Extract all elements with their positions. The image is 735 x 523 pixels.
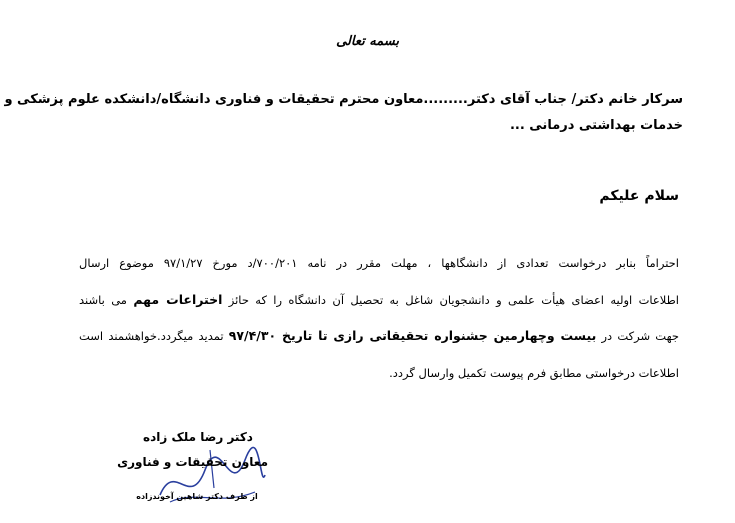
body-line-3-text-a: جهت شرکت در: [601, 329, 680, 343]
body-line-2-text-b: می باشند: [79, 293, 127, 307]
greeting: سلام علیکم: [599, 188, 679, 204]
body-line-4-text: اطلاعات درخواستی مطابق فرم پیوست تکمیل وارسال گردد.: [389, 366, 679, 380]
handwritten-signature: [150, 440, 270, 515]
body-line-1: [79, 256, 679, 270]
body-line-4: [79, 366, 679, 380]
body-line-3-bold: بیست وچهارمین جشنواره تحقیقاتی رازی تا تاریخ ۹۷/۴/۳۰: [228, 328, 597, 343]
basmala-heading: بسمه تعالی: [336, 34, 399, 49]
signatory-name: دکتر رضا ملک زاده: [143, 430, 253, 444]
on-behalf-note: از طرف دکتر شاهین آخوندزاده: [136, 492, 258, 501]
body-line-2: [79, 292, 679, 307]
signatory-title: معاون تحقیقات و فناوری: [117, 455, 268, 469]
body-line-2-text-a: اطلاعات اولیه اعضای هیأت علمی و دانشجویان شاغل به تحصیل آن دانشگاه را که حائز: [228, 293, 679, 307]
body-line-3: [79, 328, 679, 343]
recipient-address-line-1: سرکار خانم دکتر/ جناب آقای دکتر.........معاون محترم تحقیقات و فناوری دانشگاه/دانشکده علوم پزشکی و: [4, 92, 683, 107]
recipient-address-line-2: خدمات بهداشتی درمانی ...: [509, 118, 683, 133]
body-line-3-text-b: تمدید میگردد.خواهشمند است: [79, 329, 224, 343]
body-line-2-bold: اختراعات مهم: [133, 292, 223, 307]
body-line-1-text: احتراماً بنابر درخواست تعدادی از دانشگاهها ، مهلت مقرر در نامه ۷۰۰/۲۰۱/د مورخ ۹۷/۱/۲۷ موضوع ارسال: [79, 256, 679, 270]
